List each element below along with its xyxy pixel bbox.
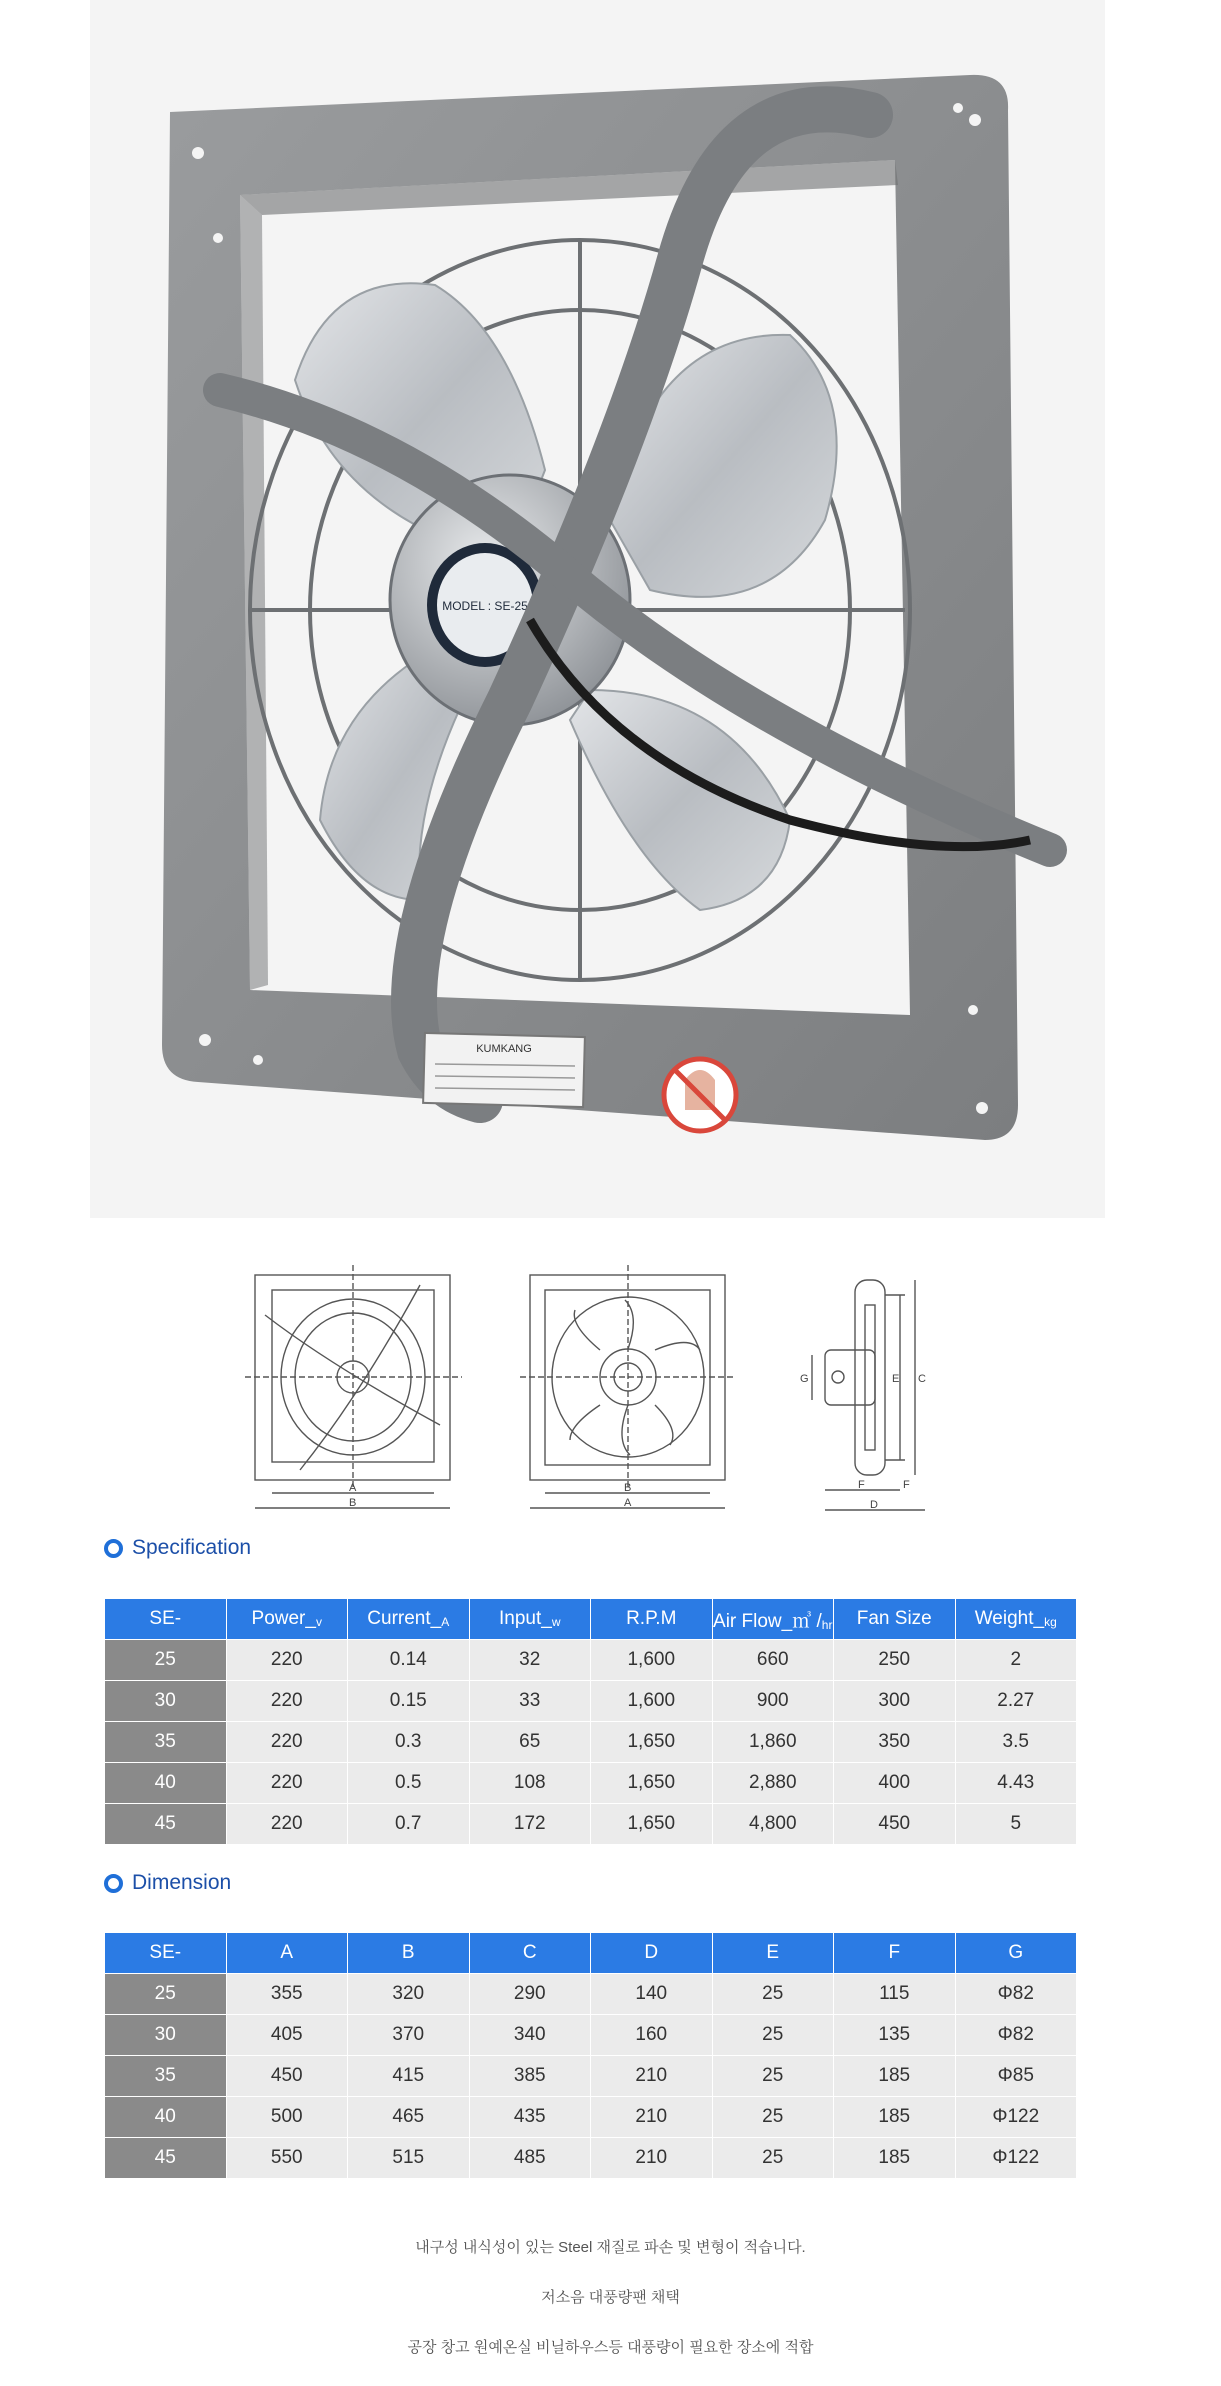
table-row (105, 1681, 1077, 1722)
table-cell: 3.5 (955, 1722, 1077, 1763)
table-cell: 385 (469, 2056, 591, 2097)
table-cell: 0.3 (348, 1722, 470, 1763)
front-label-a: A (349, 1482, 357, 1494)
spec-header-power: $Power\__v$ (226, 1599, 348, 1640)
product-photo (90, 0, 1105, 1218)
table-row (105, 2138, 1077, 2179)
table-cell: 25 (712, 2015, 834, 2056)
table-cell: 1,600 (591, 1681, 713, 1722)
table-cell: 1,860 (712, 1722, 834, 1763)
table-cell: 25 (712, 2138, 834, 2179)
row-model-cell: 25 (105, 1640, 227, 1681)
table-cell: 515 (348, 2138, 470, 2179)
table-cell: 290 (469, 1974, 591, 2015)
svg-text:MODEL : SE-25: MODEL : SE-25 (442, 599, 528, 613)
row-model-cell: 30 (105, 1681, 227, 1722)
table-cell: 185 (834, 2056, 956, 2097)
spec-header-rpm: R.P.M (591, 1599, 713, 1640)
specification-title-text: Specification (132, 1536, 252, 1559)
table-cell: 550 (226, 2138, 348, 2179)
table-cell: 160 (591, 2015, 713, 2056)
safety-sticker-icon (664, 1059, 736, 1131)
table-row (105, 1804, 1077, 1845)
dim-header-c: C (469, 1933, 591, 1974)
dim-header-model: SE- (105, 1933, 227, 1974)
rear-label-b: B (624, 1482, 632, 1494)
table-cell: 0.7 (348, 1804, 470, 1845)
table-cell: 185 (834, 2138, 956, 2179)
spec-header-input: $Input\__w$ (469, 1599, 591, 1640)
table-cell: 370 (348, 2015, 470, 2056)
table-cell: Φ122 (955, 2138, 1077, 2179)
front-view-drawing (245, 1265, 462, 1509)
table-cell: 435 (469, 2097, 591, 2138)
svg-text:KUMKANG: KUMKANG (476, 1043, 532, 1055)
table-cell: 500 (226, 2097, 348, 2138)
table-cell: 25 (712, 2056, 834, 2097)
table-cell: 135 (834, 2015, 956, 2056)
table-cell: Φ82 (955, 2015, 1077, 2056)
table-row (105, 1640, 1077, 1681)
bullet-ring-icon (104, 1539, 123, 1558)
dim-header-d: D (591, 1933, 713, 1974)
table-cell: 2,880 (712, 1763, 834, 1804)
table-cell: 220 (226, 1722, 348, 1763)
table-cell: 450 (834, 1804, 956, 1845)
side-label-f1: F (858, 1479, 865, 1491)
dim-header-e: E (712, 1933, 834, 1974)
table-cell: 415 (348, 2056, 470, 2097)
table-row (105, 2056, 1077, 2097)
table-cell: Φ82 (955, 1974, 1077, 2015)
side-label-f2: F (903, 1479, 910, 1491)
table-row (105, 2015, 1077, 2056)
rear-label-a: A (624, 1497, 632, 1509)
feature-note: 공장 창고 원예온실 비닐하우스등 대풍량이 필요한 장소에 적합 (407, 2339, 814, 2356)
row-model-cell: 35 (105, 2056, 227, 2097)
table-cell: 33 (469, 1681, 591, 1722)
table-cell: 340 (469, 2015, 591, 2056)
dimension-drawings (0, 1255, 1221, 1525)
table-cell: 210 (591, 2138, 713, 2179)
side-label-g: G (800, 1373, 809, 1385)
dim-header-f: F (834, 1933, 956, 1974)
table-cell: 65 (469, 1722, 591, 1763)
spec-header-current: $Current\__A$ (348, 1599, 470, 1640)
spec-header-model: SE- (105, 1599, 227, 1640)
table-cell: 350 (834, 1722, 956, 1763)
table-cell: 450 (226, 2056, 348, 2097)
table-cell: 300 (834, 1681, 956, 1722)
dimension-title (104, 1871, 231, 1895)
feature-note: 내구성 내식성이 있는 Steel 재질로 파손 및 변형이 적습니다. (415, 2239, 806, 2256)
table-cell: 1,650 (591, 1763, 713, 1804)
dim-header-a: A (226, 1933, 348, 1974)
rating-plate (423, 1033, 585, 1107)
table-cell: 400 (834, 1763, 956, 1804)
table-cell: 220 (226, 1640, 348, 1681)
feature-notes (0, 2236, 1221, 2386)
table-cell: 355 (226, 1974, 348, 2015)
table-cell: 1,650 (591, 1722, 713, 1763)
specification-header-row (105, 1599, 1077, 1640)
row-model-cell: 45 (105, 1804, 227, 1845)
table-cell: 4.43 (955, 1763, 1077, 1804)
table-cell: 140 (591, 1974, 713, 2015)
table-cell: 5 (955, 1804, 1077, 1845)
row-model-cell: 40 (105, 1763, 227, 1804)
table-cell: 2.27 (955, 1681, 1077, 1722)
spec-header-airflow: Air Flow_㎥ $/_{hr}$ (712, 1599, 834, 1640)
row-model-cell: 35 (105, 1722, 227, 1763)
spec-header-weight: $Weight\__{kg}$ (955, 1599, 1077, 1640)
table-cell: 900 (712, 1681, 834, 1722)
table-cell: Φ85 (955, 2056, 1077, 2097)
table-cell: 220 (226, 1763, 348, 1804)
table-row (105, 2097, 1077, 2138)
table-cell: 0.14 (348, 1640, 470, 1681)
table-cell: 25 (712, 1974, 834, 2015)
table-cell: 220 (226, 1681, 348, 1722)
side-label-e: E (892, 1373, 900, 1385)
row-model-cell: 40 (105, 2097, 227, 2138)
table-cell: 0.5 (348, 1763, 470, 1804)
specification-table (104, 1598, 1077, 1845)
table-cell: 1,600 (591, 1640, 713, 1681)
dimension-title-text: Dimension (132, 1871, 232, 1894)
row-model-cell: 25 (105, 1974, 227, 2015)
side-label-d: D (870, 1499, 878, 1511)
table-cell: 172 (469, 1804, 591, 1845)
table-cell: 405 (226, 2015, 348, 2056)
table-cell: 1,650 (591, 1804, 713, 1845)
dimension-table (104, 1932, 1077, 2179)
table-cell: Φ122 (955, 2097, 1077, 2138)
row-model-cell: 45 (105, 2138, 227, 2179)
dim-header-g: G (955, 1933, 1077, 1974)
table-cell: 4,800 (712, 1804, 834, 1845)
table-row (105, 1974, 1077, 2015)
table-cell: 108 (469, 1763, 591, 1804)
table-cell: 220 (226, 1804, 348, 1845)
rear-view-drawing (520, 1265, 735, 1509)
table-cell: 465 (348, 2097, 470, 2138)
table-cell: 660 (712, 1640, 834, 1681)
feature-note: 저소음 대풍량팬 채택 (541, 2289, 680, 2306)
table-row (105, 1722, 1077, 1763)
table-cell: 2 (955, 1640, 1077, 1681)
table-cell: 0.15 (348, 1681, 470, 1722)
row-model-cell: 30 (105, 2015, 227, 2056)
spec-header-fansize: Fan Size (834, 1599, 956, 1640)
side-label-c: C (918, 1373, 926, 1385)
table-cell: 485 (469, 2138, 591, 2179)
table-cell: 32 (469, 1640, 591, 1681)
bullet-ring-icon (104, 1874, 123, 1893)
table-cell: 25 (712, 2097, 834, 2138)
side-view-drawing (800, 1280, 926, 1511)
table-cell: 320 (348, 1974, 470, 2015)
dim-header-b: B (348, 1933, 470, 1974)
table-cell: 250 (834, 1640, 956, 1681)
specification-title (104, 1536, 251, 1560)
table-cell: 210 (591, 2056, 713, 2097)
table-cell: 115 (834, 1974, 956, 2015)
table-cell: 210 (591, 2097, 713, 2138)
dimension-header-row (105, 1933, 1077, 1974)
table-row (105, 1763, 1077, 1804)
table-cell: 185 (834, 2097, 956, 2138)
front-label-b: B (349, 1497, 357, 1509)
